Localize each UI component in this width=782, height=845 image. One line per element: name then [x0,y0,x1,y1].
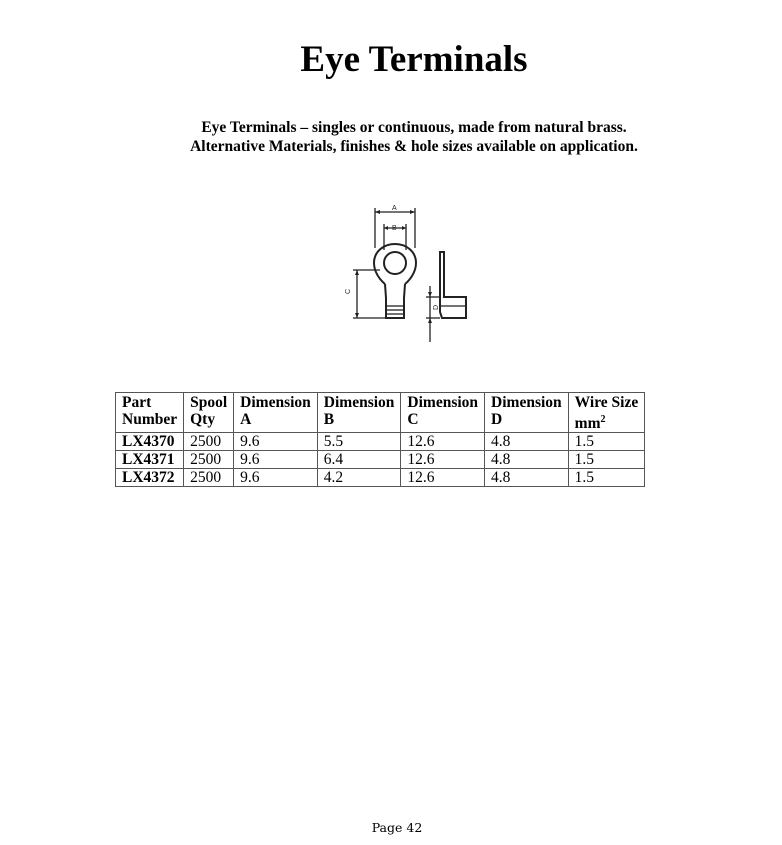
cell-part-number: LX4372 [116,469,184,487]
cell-dimension-a: 9.6 [234,433,318,451]
subtitle-line-1: Eye Terminals – singles or continuous, made from natural brass. [201,119,627,136]
table-row [116,433,645,451]
page-subtitle [0,118,782,156]
cell-dimension-b: 6.4 [317,451,401,469]
header-dimension-d: Dimension D [485,393,569,433]
subtitle-line-2: Alternative Materials, finishes & hole sizes available on application. [190,138,638,155]
ring-outline [374,244,416,284]
cell-dimension-c: 12.6 [401,433,485,451]
cell-spool-qty: 2500 [184,433,234,451]
dim-a-label: A [392,205,397,212]
cell-spool-qty: 2500 [184,451,234,469]
dim-b-label: B [392,225,397,232]
cell-dimension-d: 4.8 [485,451,569,469]
header-dimension-a: Dimension A [234,393,318,433]
header-dimension-b: Dimension B [317,393,401,433]
header-wire-size: Wire Size $mm^2$ [568,393,645,433]
page-number: Page 42 [371,820,423,835]
cell-wire-size: 1.5 [568,451,645,469]
cell-dimension-c: 12.6 [401,469,485,487]
cell-dimension-d: 4.8 [485,433,569,451]
cell-dimension-d: 4.8 [485,469,569,487]
header-spool-qty: Spool Qty [184,393,234,433]
table-row [116,469,645,487]
table-header-row [116,393,645,433]
header-dimension-c: Dimension C [401,393,485,433]
barrel-outline [385,284,405,318]
specs-table [115,392,645,487]
ring-hole [384,252,406,274]
cell-wire-size: 1.5 [568,469,645,487]
cell-part-number: LX4371 [116,451,184,469]
cell-wire-size: 1.5 [568,433,645,451]
cell-part-number: LX4370 [116,433,184,451]
cell-dimension-b: 5.5 [317,433,401,451]
table-row [116,451,645,469]
side-view-outline [440,252,466,318]
cell-dimension-c: 12.6 [401,451,485,469]
dim-d-label: D [433,304,440,310]
cell-dimension-a: 9.6 [234,469,318,487]
cell-dimension-a: 9.6 [234,451,318,469]
eye-terminal-diagram [340,202,480,352]
header-part-number: Part Number [116,393,184,433]
page-title: Eye Terminals [300,39,528,80]
dim-c-label: C [345,288,352,294]
cell-dimension-b: 4.2 [317,469,401,487]
cell-spool-qty: 2500 [184,469,234,487]
